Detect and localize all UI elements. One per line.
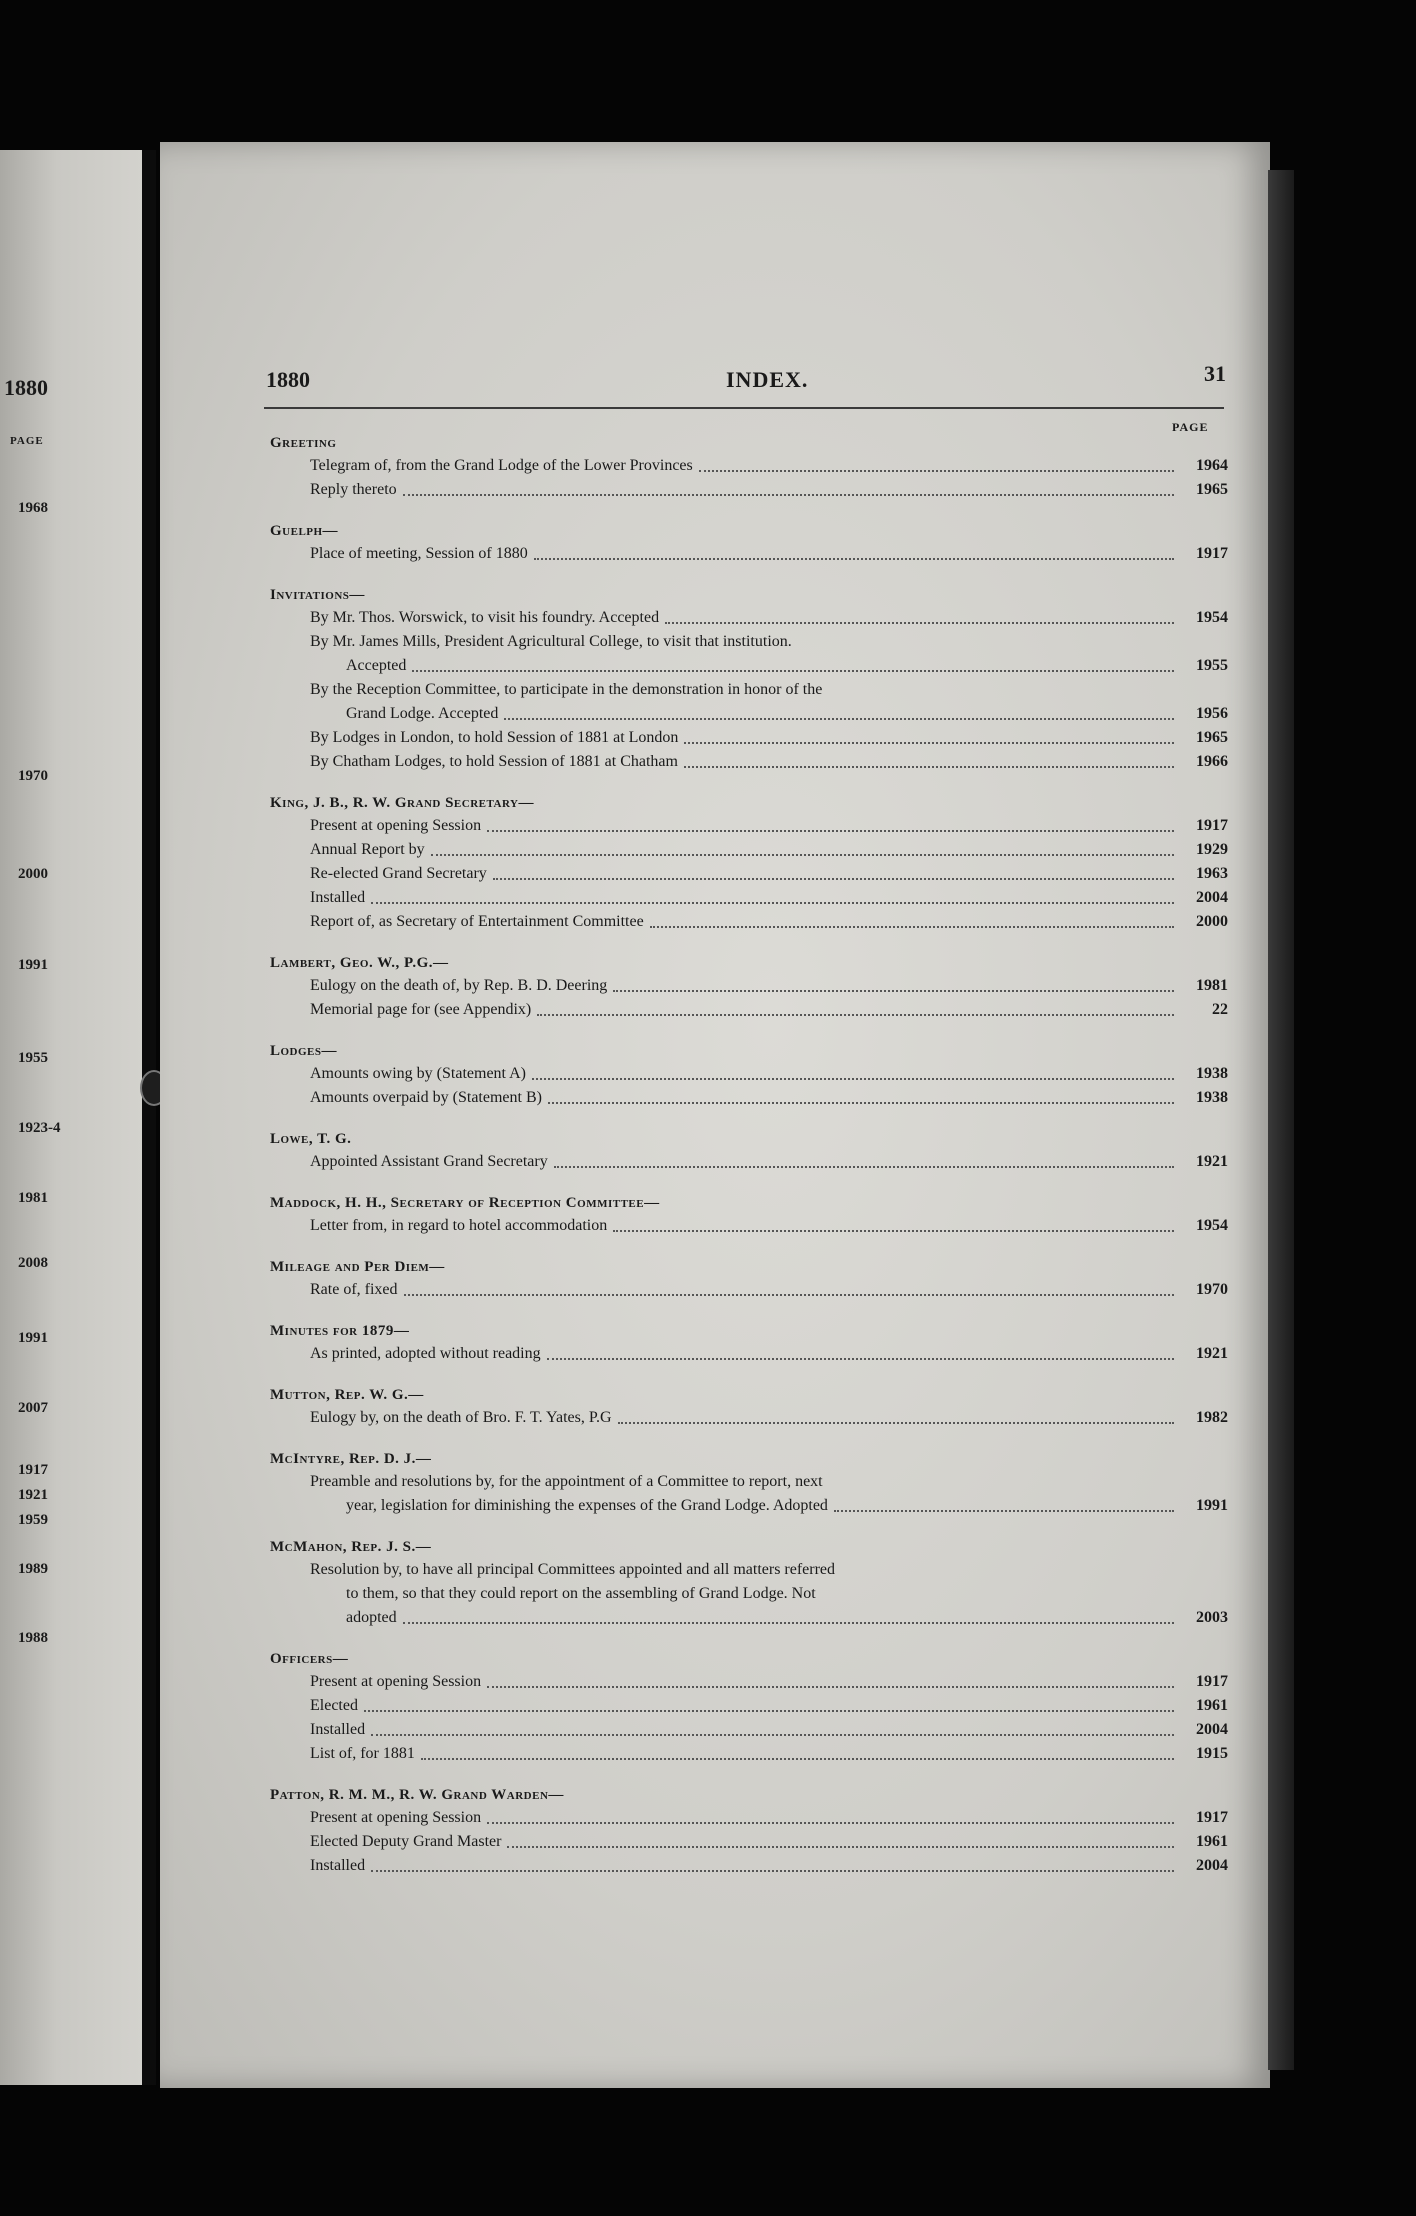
leader-dots bbox=[504, 718, 1174, 720]
entry-text: By Chatham Lodges, to hold Session of 1881 at Chatham bbox=[310, 753, 678, 770]
left-page-number: 2008 bbox=[18, 1255, 48, 1271]
leader-dots bbox=[684, 742, 1174, 744]
entry-text: By Mr. James Mills, President Agricultural College, to visit that institution. bbox=[310, 633, 792, 650]
page-title: INDEX. bbox=[726, 367, 809, 392]
section-heading: Mutton, Rep. W. G.— bbox=[270, 1387, 424, 1403]
index-entry bbox=[270, 1278, 1228, 1302]
entry-page-number: 1917 bbox=[1196, 817, 1228, 834]
entry-text: By Lodges in London, to hold Session of 1881 at London bbox=[310, 729, 679, 746]
entry-page-number: 2000 bbox=[1196, 913, 1228, 930]
entry-text: to them, so that they could report on the assembling of Grand Lodge. Not bbox=[346, 1585, 816, 1602]
index-section bbox=[270, 1192, 1228, 1238]
index-entry bbox=[270, 1342, 1228, 1366]
entry-page-number: 1956 bbox=[1196, 705, 1228, 722]
index-section bbox=[270, 1448, 1228, 1518]
index-entry bbox=[270, 974, 1228, 998]
index-entry bbox=[270, 1062, 1228, 1086]
entry-page-number: 1991 bbox=[1196, 1497, 1228, 1514]
entry-text: Annual Report by bbox=[310, 841, 425, 858]
left-page-number: 1989 bbox=[18, 1561, 48, 1577]
entry-page-number: 1917 bbox=[1196, 545, 1228, 562]
entry-text: Report of, as Secretary of Entertainment Committee bbox=[310, 913, 644, 930]
left-page-number: 1955 bbox=[18, 1050, 48, 1066]
section-heading: McMahon, Rep. J. S.— bbox=[270, 1539, 432, 1555]
index-entry bbox=[270, 1806, 1228, 1830]
entry-text: Amounts owing by (Statement A) bbox=[310, 1065, 526, 1082]
entry-page-number: 1917 bbox=[1196, 1673, 1228, 1690]
leader-dots bbox=[431, 854, 1174, 856]
entry-page-number: 1917 bbox=[1196, 1809, 1228, 1826]
entry-text: Preamble and resolutions by, for the appointment of a Committee to report, next bbox=[310, 1473, 823, 1490]
section-heading: Lodges— bbox=[270, 1043, 338, 1059]
entry-page-number: 1938 bbox=[1196, 1065, 1228, 1082]
entry-page-number: 1966 bbox=[1196, 753, 1228, 770]
entry-page-number: 2003 bbox=[1196, 1609, 1228, 1626]
page-column-label: PAGE bbox=[1172, 420, 1209, 434]
index-page bbox=[160, 142, 1270, 2088]
entry-text: year, legislation for diminishing the expenses of the Grand Lodge. Adopted bbox=[346, 1497, 828, 1514]
index-section bbox=[270, 1648, 1228, 1766]
entry-page-number: 1915 bbox=[1196, 1745, 1228, 1762]
index-entry bbox=[270, 1830, 1228, 1854]
leader-dots bbox=[618, 1422, 1174, 1424]
entry-text: Appointed Assistant Grand Secretary bbox=[310, 1153, 548, 1170]
leader-dots bbox=[371, 902, 1174, 904]
left-page-number: 1981 bbox=[18, 1190, 48, 1206]
index-entry bbox=[270, 1718, 1228, 1742]
entry-text: Present at opening Session bbox=[310, 1809, 482, 1826]
left-page-number: 1917 bbox=[18, 1462, 48, 1478]
leader-dots bbox=[371, 1870, 1174, 1872]
entry-text: By Mr. Thos. Worswick, to visit his foundry. Accepted bbox=[310, 609, 660, 626]
index-section bbox=[270, 1256, 1228, 1302]
left-page-number: 1970 bbox=[18, 768, 48, 784]
leader-dots bbox=[534, 558, 1174, 560]
left-page-number: 1923-4 bbox=[18, 1120, 61, 1136]
entry-text: Eulogy on the death of, by Rep. B. D. Deering bbox=[310, 977, 608, 994]
section-heading: Lowe, T. G. bbox=[270, 1131, 352, 1147]
entry-page-number: 22 bbox=[1212, 1001, 1228, 1018]
index-entry bbox=[270, 998, 1228, 1022]
leader-dots bbox=[554, 1166, 1174, 1168]
index-entry bbox=[270, 1150, 1228, 1174]
leader-dots bbox=[613, 990, 1174, 992]
section-heading: Maddock, H. H., Secretary of Reception Committee— bbox=[270, 1195, 660, 1211]
leader-dots bbox=[537, 1014, 1174, 1016]
leader-dots bbox=[532, 1078, 1174, 1080]
section-heading: Invitations— bbox=[270, 587, 365, 603]
section-heading: Lambert, Geo. W., P.G.— bbox=[270, 955, 449, 971]
index-section bbox=[270, 1040, 1228, 1110]
entry-page-number: 1954 bbox=[1196, 609, 1228, 626]
left-page-number: 1991 bbox=[18, 957, 48, 973]
entry-text: By the Reception Committee, to participate in the demonstration in honor of the bbox=[310, 681, 823, 698]
leader-dots bbox=[421, 1758, 1174, 1760]
section-heading: McIntyre, Rep. D. J.— bbox=[270, 1451, 432, 1467]
index-entry bbox=[270, 1470, 1228, 1494]
section-heading: Officers— bbox=[270, 1651, 349, 1667]
leader-dots bbox=[364, 1710, 1174, 1712]
index-entry bbox=[270, 814, 1228, 838]
leader-dots bbox=[548, 1102, 1174, 1104]
entry-text: Installed bbox=[310, 1857, 366, 1874]
page-number: 31 bbox=[1204, 361, 1226, 386]
entry-text: Present at opening Session bbox=[310, 817, 482, 834]
index-entry bbox=[270, 1742, 1228, 1766]
entry-page-number: 2004 bbox=[1196, 1721, 1228, 1738]
entry-text: Installed bbox=[310, 1721, 366, 1738]
index-entry bbox=[270, 1086, 1228, 1110]
book-gutter bbox=[142, 150, 156, 2085]
index-entry bbox=[270, 886, 1228, 910]
index-entry bbox=[270, 1558, 1228, 1582]
leader-dots bbox=[507, 1846, 1174, 1848]
entry-page-number: 2004 bbox=[1196, 1857, 1228, 1874]
entry-text: As printed, adopted without reading bbox=[310, 1345, 541, 1362]
leader-dots bbox=[487, 1686, 1174, 1688]
entry-page-number: 1955 bbox=[1196, 657, 1228, 674]
left-page-number: 2000 bbox=[18, 866, 48, 882]
entry-text: Letter from, in regard to hotel accommodation bbox=[310, 1217, 608, 1234]
entry-page-number: 1970 bbox=[1196, 1281, 1228, 1298]
index-entry bbox=[270, 678, 1228, 702]
leader-dots bbox=[699, 470, 1174, 472]
entry-page-number: 1965 bbox=[1196, 481, 1228, 498]
entry-text: Resolution by, to have all principal Committees appointed and all matters referred bbox=[310, 1561, 836, 1578]
entry-text: List of, for 1881 bbox=[310, 1745, 415, 1762]
entry-text: Rate of, fixed bbox=[310, 1281, 398, 1298]
leader-dots bbox=[404, 1294, 1174, 1296]
index-entry bbox=[270, 454, 1228, 478]
index-entry bbox=[270, 1694, 1228, 1718]
leader-dots bbox=[487, 1822, 1174, 1824]
entry-page-number: 2004 bbox=[1196, 889, 1228, 906]
section-heading: King, J. B., R. W. Grand Secretary— bbox=[270, 795, 534, 811]
leader-dots bbox=[403, 494, 1174, 496]
left-page-number: 2007 bbox=[18, 1400, 48, 1416]
entry-page-number: 1963 bbox=[1196, 865, 1228, 882]
leader-dots bbox=[403, 1622, 1174, 1624]
left-page-number: 1991 bbox=[18, 1330, 48, 1346]
left-page-year: 1880 bbox=[4, 375, 48, 400]
index-entry bbox=[270, 1606, 1228, 1630]
entry-text: Eulogy by, on the death of Bro. F. T. Yates, P.G bbox=[310, 1409, 612, 1426]
entry-text: Telegram of, from the Grand Lodge of the Lower Provinces bbox=[310, 457, 693, 474]
entry-page-number: 1964 bbox=[1196, 457, 1228, 474]
index-entry bbox=[270, 478, 1228, 502]
leader-dots bbox=[493, 878, 1174, 880]
section-heading: Patton, R. M. M., R. W. Grand Warden— bbox=[270, 1787, 564, 1803]
index-section bbox=[270, 520, 1228, 566]
leader-dots bbox=[487, 830, 1174, 832]
left-page-number: 1988 bbox=[18, 1630, 48, 1646]
index-entry bbox=[270, 654, 1228, 678]
index-section bbox=[270, 1320, 1228, 1366]
index-section bbox=[270, 952, 1228, 1022]
entry-text: Memorial page for (see Appendix) bbox=[310, 1001, 532, 1018]
index-entry bbox=[270, 1670, 1228, 1694]
page-header bbox=[266, 361, 1226, 407]
entry-text: Elected bbox=[310, 1697, 358, 1714]
index-section bbox=[270, 432, 1228, 502]
index-entry bbox=[270, 750, 1228, 774]
entry-text: Place of meeting, Session of 1880 bbox=[310, 545, 528, 562]
index-entry bbox=[270, 1854, 1228, 1878]
index-entry bbox=[270, 630, 1228, 654]
index-entry bbox=[270, 606, 1228, 630]
left-page-page-label: PAGE bbox=[10, 435, 44, 447]
index-entry bbox=[270, 862, 1228, 886]
index-section bbox=[270, 584, 1228, 774]
left-page-fragment bbox=[0, 150, 142, 2085]
entry-page-number: 1921 bbox=[1196, 1153, 1228, 1170]
leader-dots bbox=[834, 1510, 1174, 1512]
entry-page-number: 1961 bbox=[1196, 1833, 1228, 1850]
index-entries bbox=[270, 432, 1228, 1896]
index-entry bbox=[270, 542, 1228, 566]
entry-text: Reply thereto bbox=[310, 481, 397, 498]
index-entry bbox=[270, 1214, 1228, 1238]
index-section bbox=[270, 1536, 1228, 1630]
entry-text: Grand Lodge. Accepted bbox=[346, 705, 499, 722]
leader-dots bbox=[650, 926, 1174, 928]
page-edge-shadow bbox=[1268, 170, 1294, 2070]
leader-dots bbox=[547, 1358, 1174, 1360]
section-heading: Guelph— bbox=[270, 523, 339, 539]
section-heading: Minutes for 1879— bbox=[270, 1323, 410, 1339]
index-entry bbox=[270, 1494, 1228, 1518]
left-page-number: 1921 bbox=[18, 1487, 48, 1503]
index-section bbox=[270, 1384, 1228, 1430]
left-page-number: 1968 bbox=[18, 500, 48, 516]
index-section bbox=[270, 1128, 1228, 1174]
index-entry bbox=[270, 702, 1228, 726]
index-entry bbox=[270, 1406, 1228, 1430]
left-page-number: 1959 bbox=[18, 1512, 48, 1528]
entry-page-number: 1965 bbox=[1196, 729, 1228, 746]
entry-text: adopted bbox=[346, 1609, 397, 1626]
entry-page-number: 1982 bbox=[1196, 1409, 1228, 1426]
index-entry bbox=[270, 1582, 1228, 1606]
section-heading: Greeting bbox=[270, 435, 337, 451]
leader-dots bbox=[665, 622, 1174, 624]
entry-text: Amounts overpaid by (Statement B) bbox=[310, 1089, 542, 1106]
entry-page-number: 1921 bbox=[1196, 1345, 1228, 1362]
entry-page-number: 1981 bbox=[1196, 977, 1228, 994]
entry-text: Elected Deputy Grand Master bbox=[310, 1833, 502, 1850]
index-section bbox=[270, 1784, 1228, 1878]
entry-text: Accepted bbox=[346, 657, 407, 674]
entry-page-number: 1954 bbox=[1196, 1217, 1228, 1234]
index-entry bbox=[270, 910, 1228, 934]
index-entry bbox=[270, 838, 1228, 862]
entry-text: Re-elected Grand Secretary bbox=[310, 865, 487, 882]
entry-text: Installed bbox=[310, 889, 366, 906]
header-year: 1880 bbox=[266, 367, 310, 392]
entry-page-number: 1929 bbox=[1196, 841, 1228, 858]
header-rule bbox=[264, 407, 1224, 409]
leader-dots bbox=[613, 1230, 1174, 1232]
leader-dots bbox=[412, 670, 1174, 672]
entry-text: Present at opening Session bbox=[310, 1673, 482, 1690]
entry-page-number: 1961 bbox=[1196, 1697, 1228, 1714]
index-entry bbox=[270, 726, 1228, 750]
section-heading: Mileage and Per Diem— bbox=[270, 1259, 445, 1275]
entry-page-number: 1938 bbox=[1196, 1089, 1228, 1106]
index-section bbox=[270, 792, 1228, 934]
leader-dots bbox=[371, 1734, 1174, 1736]
leader-dots bbox=[684, 766, 1174, 768]
